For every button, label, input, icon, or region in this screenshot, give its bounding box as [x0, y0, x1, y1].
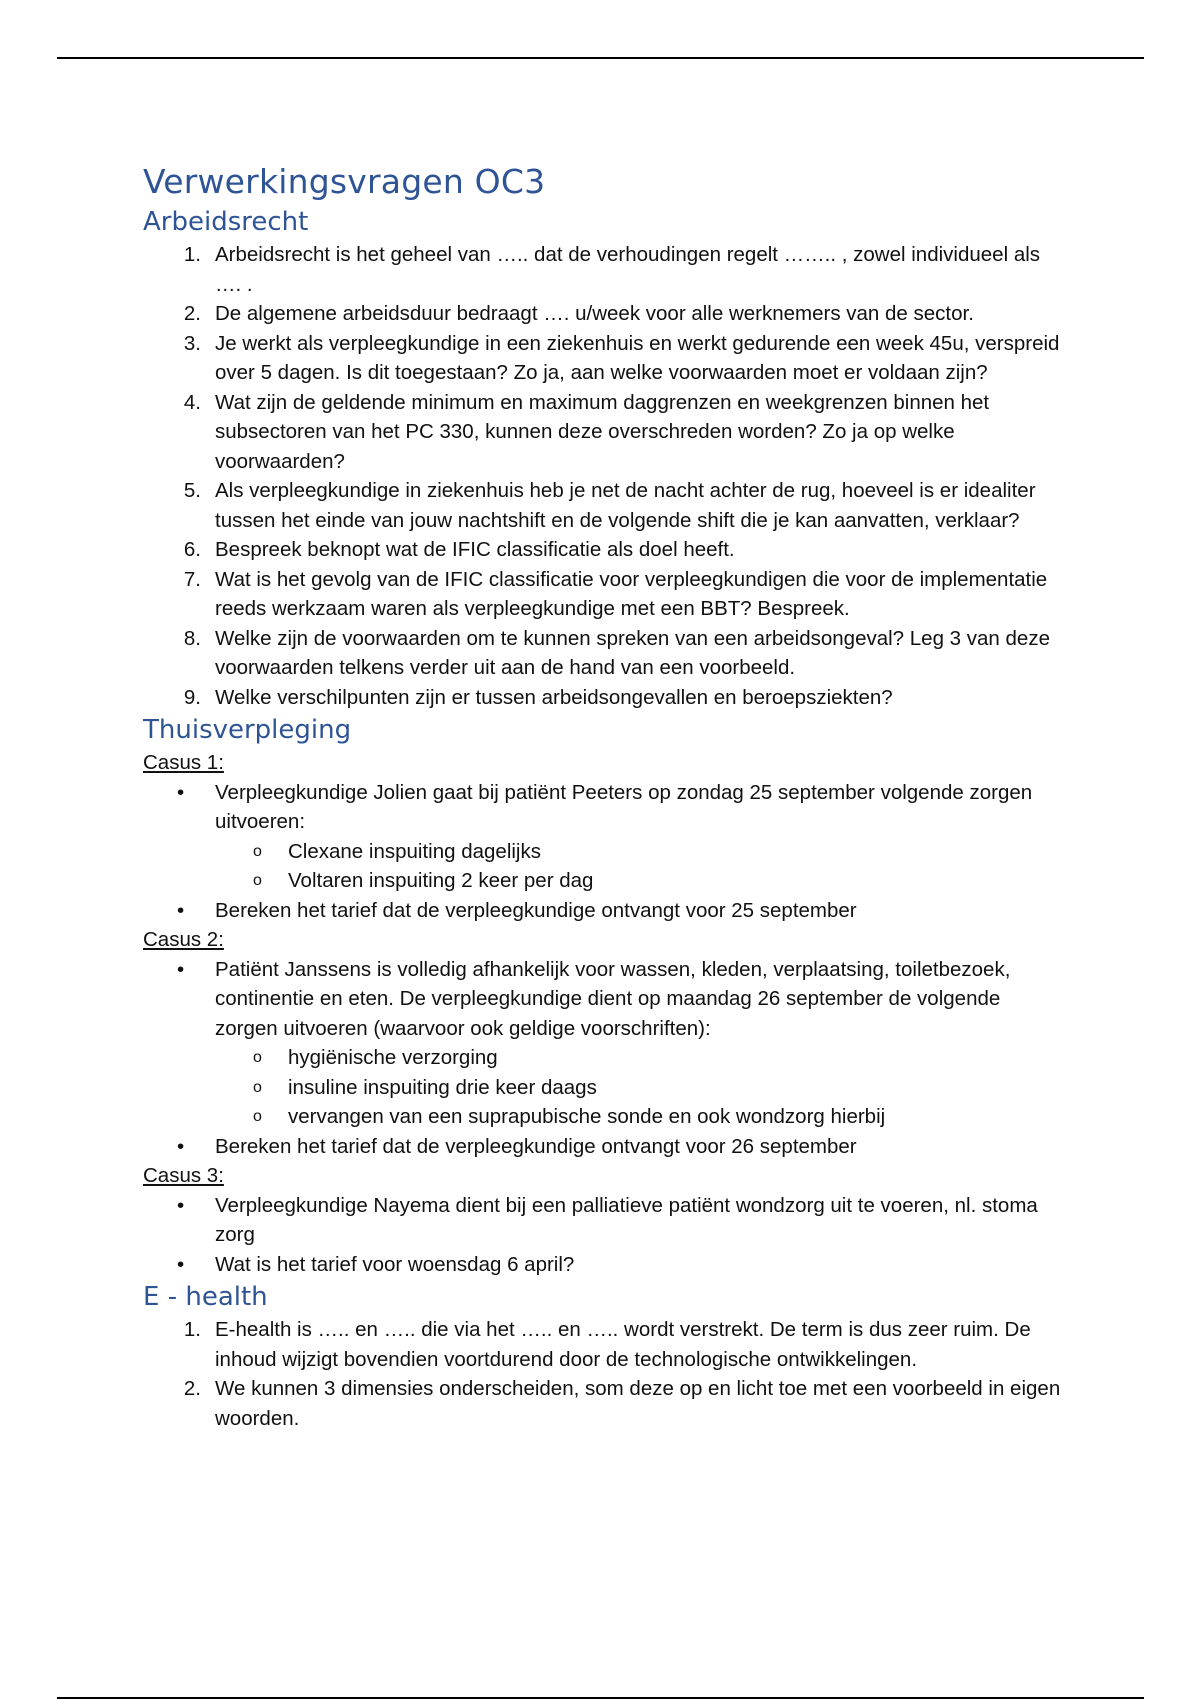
- ehealth-question-list: [143, 1315, 1063, 1433]
- bullet-text: Bereken het tarief dat de verpleegkundige ontvangt voor 26 september: [215, 1134, 857, 1158]
- question-item: [143, 388, 1063, 477]
- question-text: Bespreek beknopt wat de IFIC classificatie als doel heeft.: [215, 538, 735, 561]
- question-number: 4.: [183, 390, 201, 414]
- bullet-text: Bereken het tarief dat de verpleegkundige ontvangt voor 25 september: [215, 898, 857, 922]
- bullet-item: [143, 778, 1063, 837]
- question-number: 8.: [183, 626, 201, 650]
- circle-bullet-icon: o: [253, 842, 262, 860]
- casus2-list: [143, 955, 1063, 1162]
- question-number: 1.: [183, 243, 201, 266]
- section-heading-ehealth: E - health: [143, 1282, 268, 1312]
- section-heading-thuisverpleging: Thuisverpleging: [143, 715, 352, 745]
- circle-bullet-icon: o: [253, 872, 262, 889]
- circle-bullet-icon: o: [253, 1049, 262, 1066]
- bullet-icon: •: [177, 780, 185, 804]
- question-text: Je werkt als verpleegkundige in een ziekenhuis en werkt gedurende een week 45u, verspreid over 5 dagen. Is dit toegestaan? Zo ja, aan welke voorwaarden moet er voldaan zijn?: [215, 331, 1060, 384]
- question-item: [143, 476, 1063, 535]
- sub-bullet-text: vervangen van een suprapubische sonde en ook wondzorg hierbij: [288, 1105, 886, 1128]
- casus1-list: [143, 778, 1063, 926]
- question-item: [143, 299, 1063, 329]
- casus-label: Casus 3:: [143, 1164, 224, 1187]
- sub-bullet-item: [143, 866, 1063, 896]
- bullet-item: [143, 955, 1063, 1044]
- bullet-text: Verpleegkundige Nayema dient bij een palliatieve patiënt wondzorg uit te voeren, nl. stoma zorg: [215, 1193, 1038, 1246]
- bullet-icon: •: [177, 1134, 185, 1158]
- question-text: Arbeidsrecht is het geheel van ….. dat de verhoudingen regelt …….. , zowel individueel als …. .: [215, 243, 1041, 296]
- circle-bullet-icon: o: [253, 1078, 262, 1096]
- document-body: [143, 160, 1063, 1433]
- question-item: [143, 329, 1063, 388]
- sub-bullet-item: [143, 837, 1063, 867]
- sub-bullet-text: hygiënische verzorging: [288, 1046, 498, 1069]
- question-item: [143, 1374, 1063, 1433]
- bullet-icon: •: [177, 957, 185, 981]
- bullet-item: [143, 1132, 1063, 1162]
- question-item: [143, 624, 1063, 683]
- question-item: [143, 683, 1063, 713]
- question-number: 7.: [183, 567, 201, 591]
- bullet-item: [143, 1191, 1063, 1250]
- question-item: [143, 240, 1063, 299]
- bullet-icon: •: [177, 898, 185, 922]
- question-number: 2.: [183, 1377, 201, 1400]
- bullet-item: [143, 1250, 1063, 1280]
- casus-label: Casus 2:: [143, 928, 224, 951]
- question-item: [143, 565, 1063, 624]
- sub-bullet-text: Clexane inspuiting dagelijks: [288, 839, 541, 863]
- sub-bullet-item: [143, 1102, 1063, 1132]
- sub-bullet-text: insuline inspuiting drie keer daags: [288, 1075, 597, 1099]
- arbeidsrecht-question-list: [143, 240, 1063, 712]
- bullet-text: Patiënt Janssens is volledig afhankelijk voor wassen, kleden, verplaatsing, toiletbezoek, continentie en eten. De verpleegkundige dient op maandag 26 september de volgende zorgen uitvoeren (waarvoor ook geldige voorschriften):: [215, 957, 1011, 1040]
- sub-bullet-item: [143, 1043, 1063, 1073]
- header-rule: [57, 57, 1144, 59]
- question-item: [143, 1315, 1063, 1374]
- sub-bullet-text: Voltaren inspuiting 2 keer per dag: [288, 869, 594, 892]
- question-text: Welke verschilpunten zijn er tussen arbeidsongevallen en beroepsziekten?: [215, 685, 893, 709]
- sub-bullet-item: [143, 1073, 1063, 1103]
- question-number: 1.: [183, 1318, 201, 1341]
- question-text: Wat is het gevolg van de IFIC classificatie voor verpleegkundigen die voor de implementatie reeds werkzaam waren als verpleegkundige met een BBT? Bespreek.: [215, 567, 1048, 620]
- bullet-icon: •: [177, 1252, 185, 1276]
- question-text: E-health is ….. en ….. die via het ….. en ….. wordt verstrekt. De term is dus zeer ruim. De inhoud wijzigt bovendien voortdurend door de technologische ontwikkelingen.: [215, 1318, 1031, 1371]
- question-text: We kunnen 3 dimensies onderscheiden, som deze op en licht toe met een voorbeeld in eigen woorden.: [215, 1377, 1061, 1430]
- footer-rule: [57, 1697, 1144, 1699]
- question-text: Als verpleegkundige in ziekenhuis heb je net de nacht achter de rug, hoeveel is er idealiter tussen het einde van jouw nachtshift en de volgende shift die je kan aanvatten, verklaar?: [215, 479, 1036, 532]
- question-item: [143, 535, 1063, 565]
- question-number: 2.: [183, 302, 201, 325]
- circle-bullet-icon: o: [253, 1108, 262, 1125]
- question-number: 3.: [183, 331, 201, 355]
- bullet-text: Verpleegkundige Jolien gaat bij patiënt Peeters op zondag 25 september volgende zorgen uitvoeren:: [215, 780, 1033, 833]
- question-text: Wat zijn de geldende minimum en maximum daggrenzen en weekgrenzen binnen het subsectoren van het PC 330, kunnen deze overschreden worden? Zo ja op welke voorwaarden?: [215, 390, 990, 473]
- question-text: De algemene arbeidsduur bedraagt …. u/week voor alle werknemers van de sector.: [215, 302, 974, 325]
- question-number: 9.: [183, 685, 201, 709]
- bullet-item: [143, 896, 1063, 926]
- question-number: 6.: [183, 538, 201, 561]
- bullet-text: Wat is het tarief voor woensdag 6 april?: [215, 1252, 575, 1276]
- section-heading-arbeidsrecht: Arbeidsrecht: [143, 207, 309, 237]
- document-title: Verwerkingsvragen OC3: [143, 162, 546, 201]
- question-text: Welke zijn de voorwaarden om te kunnen spreken van een arbeidsongeval? Leg 3 van deze voorwaarden telkens verder uit aan de hand van een voorbeeld.: [215, 626, 1050, 679]
- question-number: 5.: [183, 479, 201, 502]
- casus3-list: [143, 1191, 1063, 1280]
- bullet-icon: •: [177, 1193, 185, 1217]
- casus-label: Casus 1:: [143, 751, 224, 774]
